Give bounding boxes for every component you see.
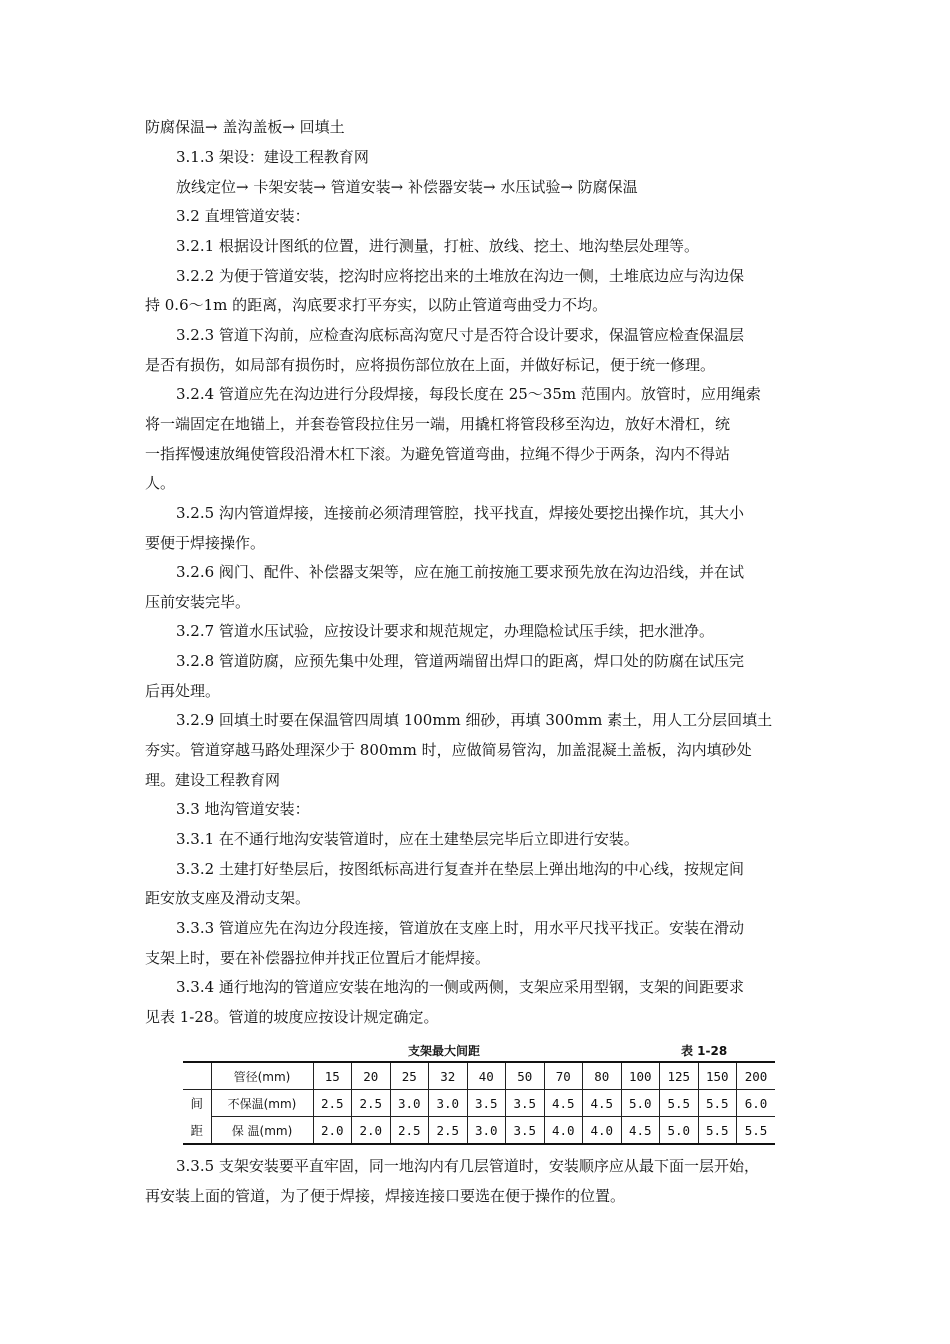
paragraph-line: 是否有损伤，如局部有损伤时，应将损伤部位放在上面，并做好标记，便于统一修理。: [145, 356, 716, 374]
paragraph-line: 3.2.8 管道防腐，应预先集中处理，管道两端留出焊口的距离，焊口处的防腐在试压完: [176, 652, 744, 670]
table-cell: 2.0: [352, 1117, 391, 1145]
header-cell: 15: [313, 1062, 352, 1090]
table-cell: 3.0: [467, 1117, 506, 1145]
paragraph-line: 防腐保温→ 盖沟盖板→ 回填土: [145, 118, 345, 136]
table-corner-cell: [183, 1062, 211, 1090]
paragraph-line: 一指挥慢速放绳使管段沿滑木杠下滚。为避免管道弯曲，拉绳不得少于两条，沟内不得站: [145, 445, 731, 463]
table-cell: 3.5: [506, 1090, 545, 1117]
table-cell: 5.0: [660, 1117, 699, 1145]
section-heading: 3.3 地沟管道安装：: [176, 800, 310, 818]
support-spacing-table: [183, 1061, 775, 1145]
table-row: [183, 1117, 775, 1145]
table-cell: 2.5: [429, 1117, 468, 1145]
table-caption: [183, 1040, 775, 1060]
table-cell: 3.0: [390, 1090, 429, 1117]
header-label: 管径(mm): [211, 1062, 313, 1090]
table-cell: 5.0: [621, 1090, 660, 1117]
header-cell: 80: [583, 1062, 622, 1090]
table-cell: 2.5: [313, 1090, 352, 1117]
paragraph-line: 3.3.2 土建打好垫层后，按图纸标高进行复查并在垫层上弹出地沟的中心线，按规定间: [176, 860, 744, 878]
section-heading: 3.1.3 架设：建设工程教育网: [176, 148, 369, 166]
paragraph-line: 再安装上面的管道，为了便于焊接，焊接连接口要选在便于操作的位置。: [145, 1187, 626, 1205]
table-cell: 2.5: [390, 1117, 429, 1145]
paragraph-line: 3.3.3 管道应先在沟边分段连接，管道放在支座上时，用水平尺找平找正。安装在滑动: [176, 919, 744, 937]
paragraph-line: 3.2.2 为便于管道安装，挖沟时应将挖出来的土堆放在沟边一侧，土堆底边应与沟边保: [176, 267, 744, 285]
header-cell: 125: [660, 1062, 699, 1090]
table-cell: 4.5: [621, 1117, 660, 1145]
header-cell: 50: [506, 1062, 545, 1090]
paragraph-line: 3.2.3 管道下沟前，应检查沟底标高沟宽尺寸是否符合设计要求，保温管应检查保温层: [176, 326, 744, 344]
header-cell: 100: [621, 1062, 660, 1090]
header-cell: 20: [352, 1062, 391, 1090]
paragraph-line: 将一端固定在地锚上，并套卷管段拉住另一端，用撬杠将管段移至沟边，放好木滑杠，统: [145, 415, 731, 433]
table-cell: 4.5: [544, 1090, 583, 1117]
paragraph-line: 3.3.5 支架安装要平直牢固，同一地沟内有几层管道时，安装顺序应从最下面一层开始，: [176, 1157, 759, 1175]
header-cell: 70: [544, 1062, 583, 1090]
table-cell: 4.0: [544, 1117, 583, 1145]
paragraph-line: 理。建设工程教育网: [145, 771, 281, 789]
paragraph-line: 距安放支座及滑动支架。: [145, 889, 311, 907]
paragraph-line: 3.3.4 通行地沟的管道应安装在地沟的一侧或两侧，支架应采用型钢，支架的间距要求: [176, 978, 744, 996]
header-cell: 32: [429, 1062, 468, 1090]
side-label-top: 间: [190, 1096, 203, 1112]
paragraph-line: 夯实。管道穿越马路处理深少于 800mm 时，应做简易管沟，加盖混凝土盖板，沟内填砂处: [145, 741, 752, 759]
row-label: 不保温(mm): [211, 1090, 313, 1117]
paragraph-line: 3.2.5 沟内管道焊接，连接前必须清理管腔，找平找直，焊接处要挖出操作坑，其大小: [176, 504, 744, 522]
paragraph-line: 3.2.4 管道应先在沟边进行分段焊接，每段长度在 25～35m 范围内。放管时，应用绳索: [176, 385, 761, 403]
row-label: 保 温(mm): [211, 1117, 313, 1145]
table-cell: 4.0: [583, 1117, 622, 1145]
table-cell: 5.5: [660, 1090, 699, 1117]
table-header-row: [183, 1062, 775, 1090]
table-cell: 2.0: [313, 1117, 352, 1145]
table-number: 表 1-28: [681, 1044, 728, 1058]
header-cell: 25: [390, 1062, 429, 1090]
paragraph-line: 3.2.6 阀门、配件、补偿器支架等，应在施工前按施工要求预先放在沟边沿线，并在试: [176, 563, 744, 581]
table-cell: 5.5: [737, 1117, 776, 1145]
paragraph-line: 3.2.1 根据设计图纸的位置，进行测量，打桩、放线、挖土、地沟垫层处理等。: [176, 237, 699, 255]
paragraph-line: 见表 1-28。管道的坡度应按设计规定确定。: [145, 1008, 439, 1026]
table-cell: 3.5: [506, 1117, 545, 1145]
paragraph-line: 3.2.9 回填土时要在保温管四周填 100mm 细砂，再填 300mm 素土，用人工分层回填土: [176, 711, 773, 729]
paragraph-line: 要便于焊接操作。: [145, 534, 266, 552]
table-cell: 5.5: [698, 1117, 737, 1145]
paragraph-line: 支架上时，要在补偿器拉伸并找正位置后才能焊接。: [145, 949, 491, 967]
table-cell: 3.5: [467, 1090, 506, 1117]
table-cell: 3.0: [429, 1090, 468, 1117]
table-cell: 5.5: [698, 1090, 737, 1117]
paragraph-line: 3.2.7 管道水压试验，应按设计要求和规范规定，办理隐检试压手续，把水泄净。: [176, 622, 714, 640]
table-title: 支架最大间距: [408, 1044, 481, 1058]
table-cell: 6.0: [737, 1090, 776, 1117]
paragraph-line: 持 0.6～1m 的距离，沟底要求打平夯实，以防止管道弯曲受力不均。: [145, 296, 608, 314]
table-cell: 2.5: [352, 1090, 391, 1117]
header-cell: 200: [737, 1062, 776, 1090]
header-cell: 40: [467, 1062, 506, 1090]
process-flow-line: 放线定位→ 卡架安装→ 管道安装→ 补偿器安装→ 水压试验→ 防腐保温: [176, 178, 638, 196]
table-cell: 4.5: [583, 1090, 622, 1117]
section-heading: 3.2 直埋管道安装：: [176, 207, 310, 225]
side-label-bottom: 距: [183, 1117, 211, 1145]
header-cell: 150: [698, 1062, 737, 1090]
paragraph-line: 压前安装完毕。: [145, 593, 251, 611]
paragraph-line: 后再处理。: [145, 682, 221, 700]
paragraph-line: 人。: [145, 474, 176, 492]
paragraph-line: 3.3.1 在不通行地沟安装管道时，应在土建垫层完毕后立即进行安装。: [176, 830, 639, 848]
table-row: [183, 1090, 775, 1117]
